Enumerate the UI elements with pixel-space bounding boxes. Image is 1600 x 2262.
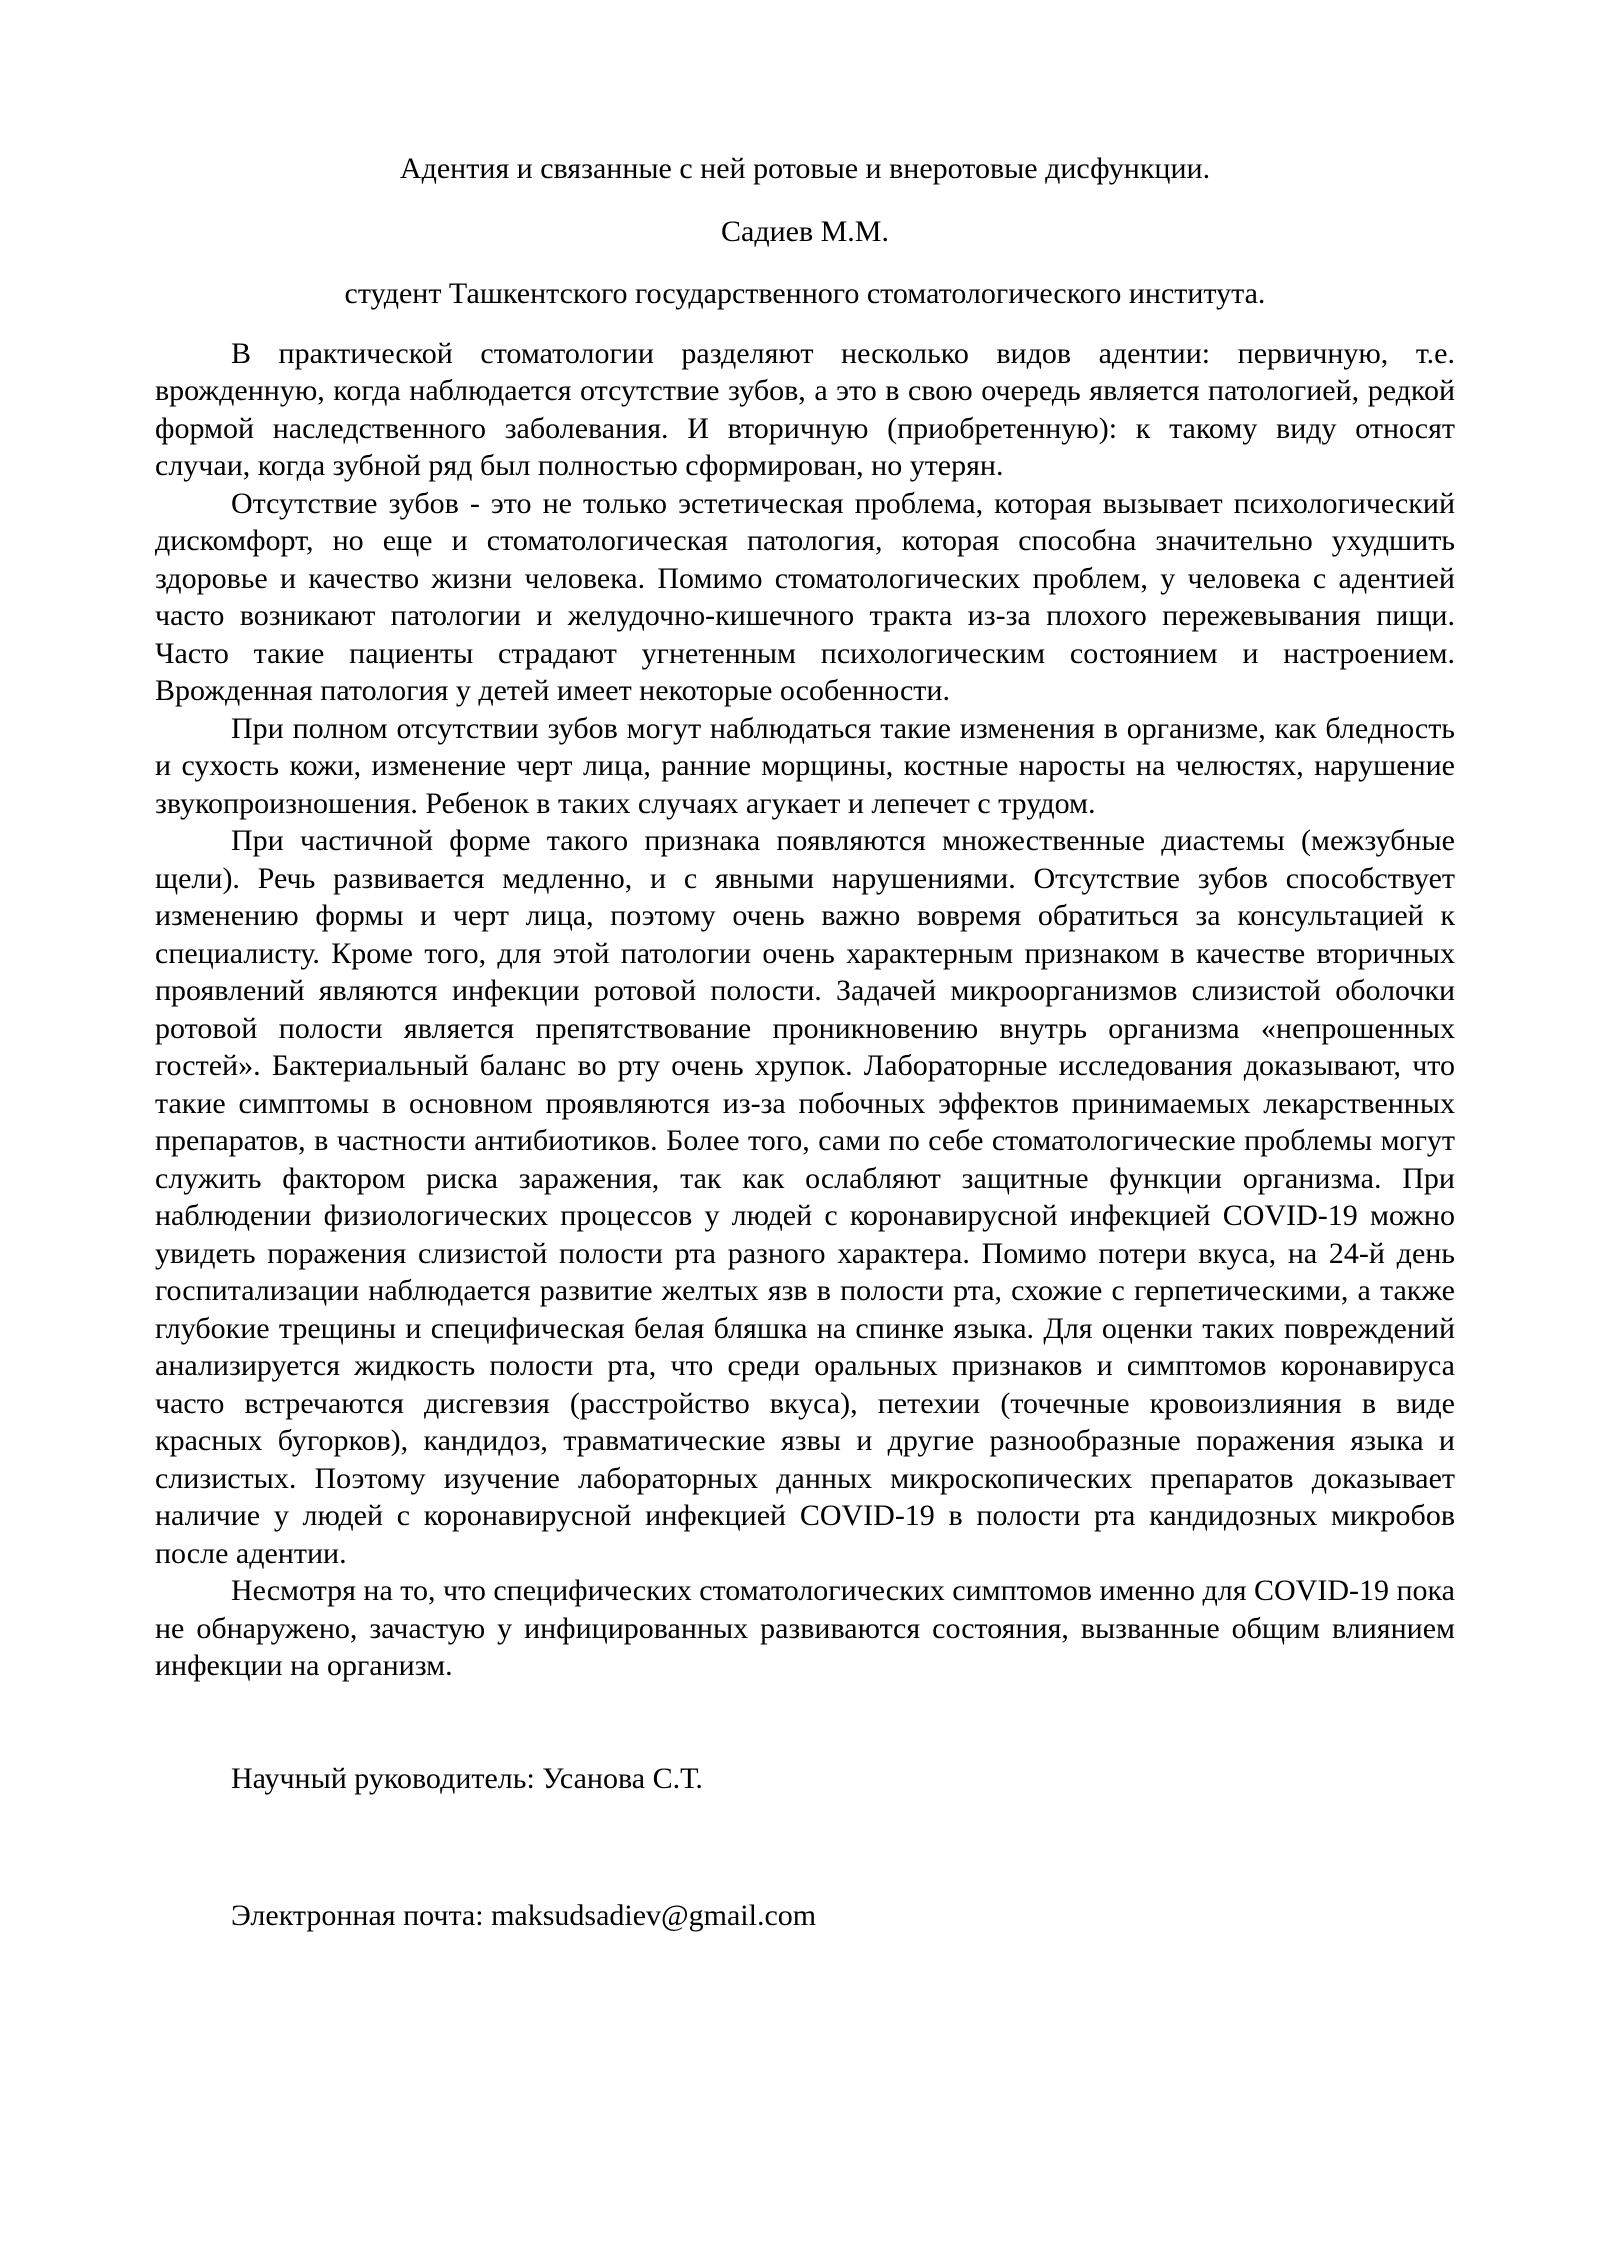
paragraph: В практической стоматологии разделяют несколько видов адентии: первичную, т.е. врожденную, когда наблюдается отсутствие зубов, а это в свою очередь является патологией, редкой формой наследственного заболевания. И вторичную (приобретенную): к такому виду относят случаи, когда зубной ряд был полностью сформирован, но утерян. — [155, 336, 1455, 482]
supervisor-line: Научный руководитель: Усанова С.Т. — [231, 1761, 703, 1795]
author-name: Садиев М.М. — [721, 214, 889, 248]
document-body — [155, 335, 1455, 1685]
document-page — [155, 150, 1455, 1935]
paragraph: При частичной форме такого признака появляются множественные диастемы (межзубные щели). Речь развивается медленно, и с явными нарушениями. Отсутствие зубов способствует изменению формы и черт лица, поэтому очень важно вовремя обратиться за консультацией к специалисту. Кроме того, для этой патологии очень характерным признаком в качестве вторичных проявлений являются инфекции ротовой полости. Задачей микроорганизмов слизистой оболочки ротовой полости является препятствование проникновению внутрь организма «непрошенных гостей». Бактериальный баланс во рту очень хрупок. Лабораторные исследования доказывают, что такие симптомы в основном проявляются из-за побочных эффектов принимаемых лекарственных препаратов, в частности антибиотиков. Более того, сами по себе стоматологические проблемы могут служить фактором риска заражения, так как ослабляют защитные функции организма. При наблюдении физиологических процессов у людей с коронавирусной инфекцией COVID-19 можно увидеть поражения слизистой полости рта разного характера. Помимо потери вкуса, на 24-й день госпитализации наблюдается развитие желтых язв в полости рта, схожие с герпетическими, а также глубокие трещины и специфическая белая бляшка на спинке языка. Для оценки таких повреждений анализируется жидкость полости рта, что среди оральных признаков и симптомов коронавируса часто встречаются дисгевзия (расстройство вкуса), петехии (точечные кровоизлияния в виде красных бугорков), кандидоз, травматические язвы и другие разнообразные поражения языка и слизистых. Поэтому изучение лабораторных данных микроскопических препаратов доказывает наличие у людей с коронавирусной инфекцией COVID-19 в полости рта кандидозных микробов после адентии. — [155, 824, 1455, 1570]
paragraph: Отсутствие зубов - это не только эстетическая проблема, которая вызывает психологический дискомфорт, но еще и стоматологическая патология, которая способна значительно ухудшить здоровье и качество жизни человека. Помимо стоматологических проблем, у человека с адентией часто возникают патологии и желудочно-кишечного тракта из-за плохого пережевывания пищи. Часто такие пациенты страдают угнетенным психологическим состоянием и настроением. Врожденная патология у детей имеет некоторые особенности. — [155, 486, 1455, 707]
paragraph: Несмотря на то, что специфических стоматологических симптомов именно для COVID-19 пока не обнаружено, зачастую у инфицированных развиваются состояния, вызванные общим влиянием инфекции на организм. — [155, 1574, 1455, 1682]
email-line: Электронная почта: maksudsadiev@gmail.com — [231, 1899, 817, 1932]
document-title: Адентия и связанные с ней ротовые и внеротовые дисфункции. — [399, 152, 1211, 185]
author-affiliation: студент Ташкентского государственного стоматологического института. — [344, 277, 1266, 310]
paragraph: При полном отсутствии зубов могут наблюдаться такие изменения в организме, как бледность и сухость кожи, изменение черт лица, ранние морщины, костные наросты на челюстях, нарушение звукопроизношения. Ребенок в таких случаях агукает и лепечет с трудом. — [155, 711, 1455, 820]
